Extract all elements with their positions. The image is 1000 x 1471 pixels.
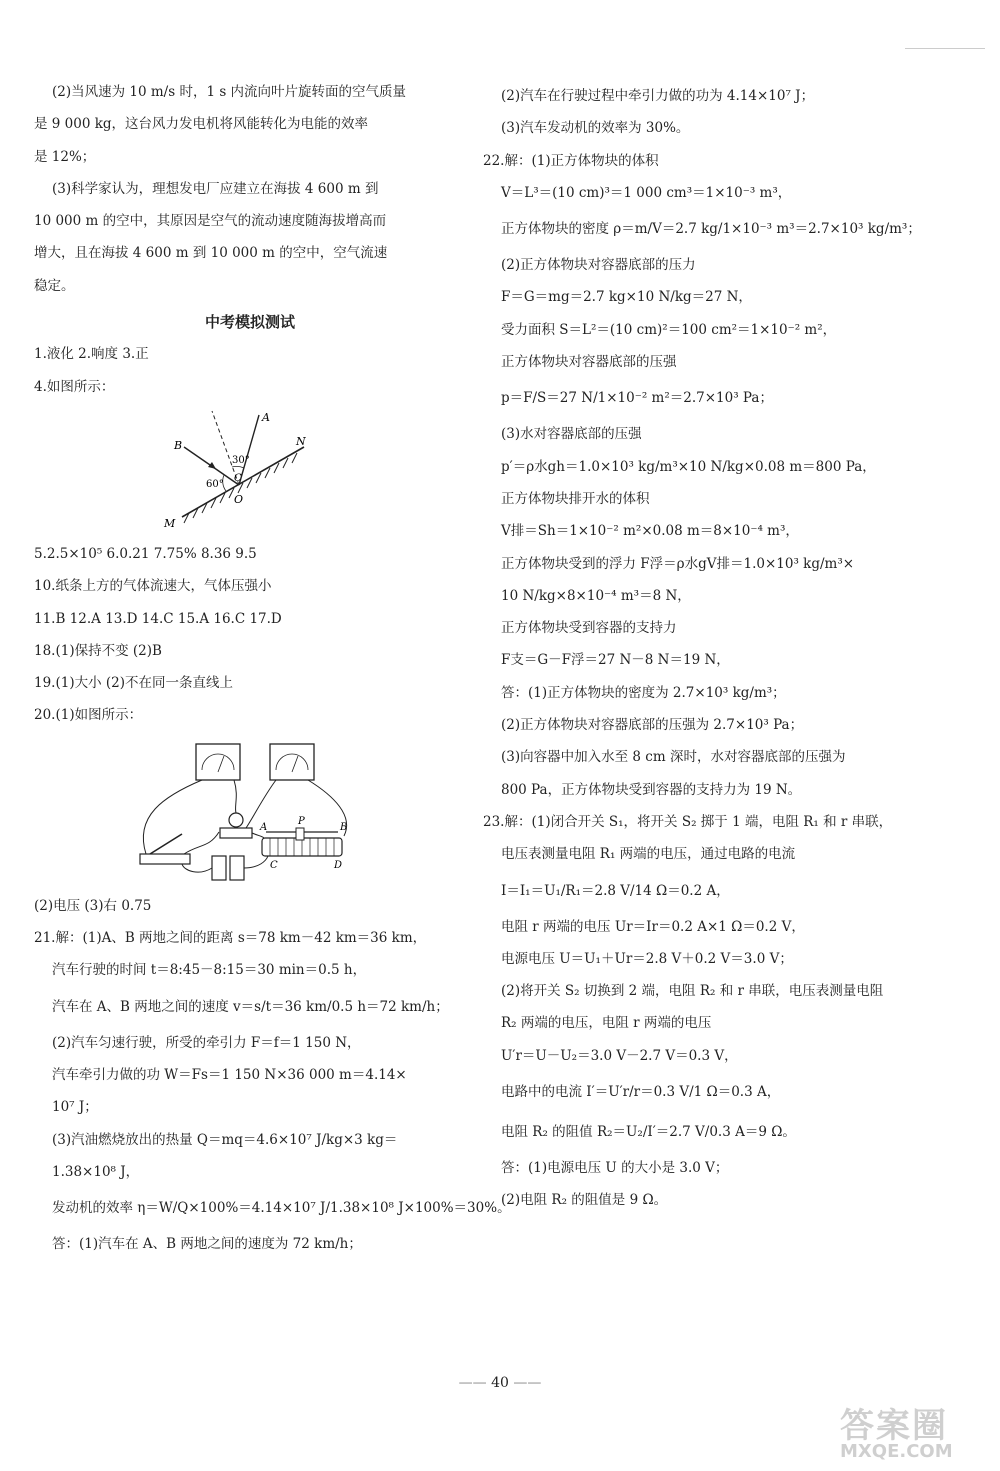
q21-line: 汽车行驶的时间 t＝8:45－8:15＝30 min＝0.5 h， [52, 962, 367, 979]
text-line: 是 12%； [34, 148, 96, 165]
text-line: 正方体物块受到容器的支持力 [501, 620, 677, 637]
text-line: (2)汽车在行驶过程中牵引力做的功为 4.14×10⁷ J； [501, 88, 815, 104]
text-line: U′r＝U－U₂＝3.0 V－2.7 V＝0.3 V， [501, 1047, 738, 1064]
watermark-url: MXQE.COM [840, 1441, 953, 1462]
text-line: (3)汽车发动机的效率为 30%。 [501, 120, 690, 137]
section-title: 中考模拟测试 [204, 313, 295, 332]
answer-q20: 20.(1)如图所示： [34, 707, 143, 724]
text-line: 正方体物块受到的浮力 F浮＝ρ水gV排＝1.0×10³ kg/m³× [501, 555, 855, 572]
text-line: 答：(1)正方体物块的密度为 2.7×10³ kg/m³； [501, 684, 786, 701]
q21-line: 汽车牵引力做的功 W＝Fs＝1 150 N×36 000 m＝4.14× [52, 1066, 407, 1083]
text-line: 10 N/kg×8×10⁻⁴ m³＝8 N， [501, 587, 691, 604]
label-P: P [298, 815, 305, 827]
label-M: M [164, 516, 176, 530]
rheostat-slider [296, 828, 304, 840]
text-line: (3)科学家认为，理想发电厂应建立在海拔 4 600 m 到 [52, 180, 379, 197]
left-column [34, 76, 511, 1260]
watermark [840, 1398, 990, 1468]
text-line: (2)正方体物块对容器底部的压强为 2.7×10³ Pa； [501, 717, 804, 734]
text-line: 电压表测量电阻 R₁ 两端的电压，通过电路的电流 [501, 846, 796, 863]
text-line: (3)向容器中加入水至 8 cm 深时，水对容器底部的压强为 [501, 749, 846, 766]
text-line: 电阻 r 两端的电压 Ur＝Ir＝0.2 A×1 Ω＝0.2 V， [501, 918, 805, 935]
text-line: 受力面积 S＝L²＝(10 cm)²＝100 cm²＝1×10⁻² m²， [501, 321, 837, 338]
text-line: 正方体物块的密度 ρ＝m/V＝2.7 kg/1×10⁻³ m³＝2.7×10³ kg/m³； [501, 221, 921, 238]
right-column [483, 80, 921, 1217]
text-line: 增大，且在海拔 4 600 m 到 10 000 m 的空中，空气流速 [34, 245, 388, 262]
label-B: B [174, 438, 183, 452]
voltmeter [270, 744, 314, 780]
text-line: (2)电阻 R₂ 的阻值是 9 Ω。 [501, 1192, 668, 1209]
switch-base [140, 854, 190, 864]
text-line: V排＝Sh＝1×10⁻² m²×0.08 m＝8×10⁻⁴ m³， [501, 523, 799, 540]
q21-line: 答：(1)汽车在 A、B 两地之间的速度为 72 km/h； [52, 1236, 362, 1253]
q21-line: (3)汽油燃烧放出的热量 Q＝mq＝4.6×10⁷ J/kg×3 kg＝ [52, 1131, 398, 1148]
incident-arrow [208, 462, 216, 469]
circuit-diagram-svg [34, 736, 466, 884]
q21-line: 10⁷ J； [52, 1099, 98, 1116]
answer-q1-3: 1.液化 2.响度 3.正 [34, 346, 149, 363]
text-line: 正方体物块对容器底部的压强 [501, 354, 677, 371]
q21-line: 1.38×10⁸ J， [52, 1163, 140, 1180]
text-line: p′＝ρ水gh＝1.0×10³ kg/m³×10 N/kg×0.08 m＝800 Pa， [501, 458, 876, 475]
label-O: O [234, 492, 244, 506]
q21-line: 发动机的效率 η＝W/Q×100%＝4.14×10⁷ J/1.38×10⁸ J×100%＝30%。 [52, 1200, 511, 1217]
text-line: 22.解：(1)正方体物块的体积 [483, 152, 659, 169]
text-line: V＝L³＝(10 cm)³＝1 000 cm³＝1×10⁻³ m³， [501, 184, 792, 201]
answer-q5-9: 5.2.5×10⁵ 6.0.21 7.75% 8.36 9.5 [34, 545, 257, 562]
label-60deg: 60° [206, 478, 224, 490]
q21-line: (2)汽车匀速行驶，所受的牵引力 F＝f＝1 150 N， [52, 1034, 361, 1051]
battery-2 [230, 856, 244, 880]
label-B: B [340, 821, 348, 833]
label-30deg: 30° [232, 454, 250, 466]
text-line: F＝G＝mg＝2.7 kg×10 N/kg＝27 N， [501, 289, 752, 306]
text-line: 23.解：(1)闭合开关 S₁，将开关 S₂ 掷于 1 端，电阻 R₁ 和 r 串联， [483, 813, 893, 830]
text-line: R₂ 两端的电压，电阻 r 两端的电压 [501, 1015, 712, 1032]
text-line: (2)当风速为 10 m/s 时，1 s 内流向叶片旋转面的空气质量 [52, 84, 407, 100]
battery-1 [212, 856, 226, 880]
text-line: 电路中的电流 I′＝U′r/r＝0.3 V/1 Ω＝0.3 A， [501, 1084, 781, 1101]
text-line: F支＝G－F浮＝27 N－8 N＝19 N， [501, 652, 730, 669]
label-C: C [270, 859, 278, 871]
text-line: (2)正方体物块对容器底部的压力 [501, 257, 696, 274]
angle-arc-30 [232, 466, 244, 468]
label-N: N [296, 434, 306, 448]
text-line: 稳定。 [34, 277, 75, 294]
label-C: C [234, 472, 242, 484]
text-line: (3)水对容器底部的压强 [501, 426, 642, 443]
label-D: D [334, 859, 343, 871]
text-line: p＝F/S＝27 N/1×10⁻² m²＝2.7×10³ Pa； [501, 390, 773, 407]
text-line: 10 000 m 的空中，其原因是空气的流动速度随海拔增高而 [34, 213, 387, 230]
text-line: 电源电压 U＝U₁＋Ur＝2.8 V＋0.2 V＝3.0 V； [501, 950, 793, 967]
switch-lever [150, 834, 182, 854]
answer-q4: 4.如图所示： [34, 378, 115, 395]
text-line: 电阻 R₂ 的阻值 R₂＝U₂/I′＝2.7 V/0.3 A＝9 Ω。 [501, 1124, 796, 1141]
text-line: (2)将开关 S₂ 切换到 2 端，电阻 R₂ 和 r 串联，电压表测量电阻 [501, 983, 884, 1000]
header-rule [905, 48, 985, 49]
answer-q20b: (2)电压 (3)右 0.75 [34, 897, 152, 914]
lamp-base [220, 828, 252, 838]
text-line: I＝I₁＝U₁/R₁＝2.8 V/14 Ω＝0.2 A， [501, 882, 730, 899]
lamp-bulb [229, 813, 243, 827]
ammeter [196, 744, 240, 780]
reflection-diagram [34, 407, 466, 532]
q21-line: 21.解：(1)A、B 两地之间的距离 s＝78 km－42 km＝36 km， [34, 930, 427, 947]
text-line: 答：(1)电源电压 U 的大小是 3.0 V； [501, 1160, 729, 1177]
circuit-diagram [34, 736, 466, 884]
answer-q18: 18.(1)保持不变 (2)B [34, 642, 162, 659]
text-line: 是 9 000 kg，这台风力发电机将风能转化为电能的效率 [34, 116, 369, 133]
label-A: A [260, 821, 268, 833]
text-line: 800 Pa，正方体物块受到容器的支持力为 19 N。 [501, 781, 802, 798]
q21-line: 汽车在 A、B 两地之间的速度 v＝s/t＝36 km/0.5 h＝72 km/h； [52, 998, 449, 1015]
label-A: A [262, 410, 270, 424]
text-line: 正方体物块排开水的体积 [501, 490, 650, 507]
answer-q10: 10.纸条上方的气体流速大，气体压强小 [34, 578, 272, 595]
watermark-logo: 答案圈 [840, 1406, 948, 1446]
page-number: —— 40 —— [0, 1375, 1000, 1391]
answer-q11-17: 11.B 12.A 13.D 14.C 15.A 16.C 17.D [34, 610, 282, 627]
reflection-diagram-svg [34, 407, 466, 532]
answer-q19: 19.(1)大小 (2)不在同一条直线上 [34, 675, 234, 692]
